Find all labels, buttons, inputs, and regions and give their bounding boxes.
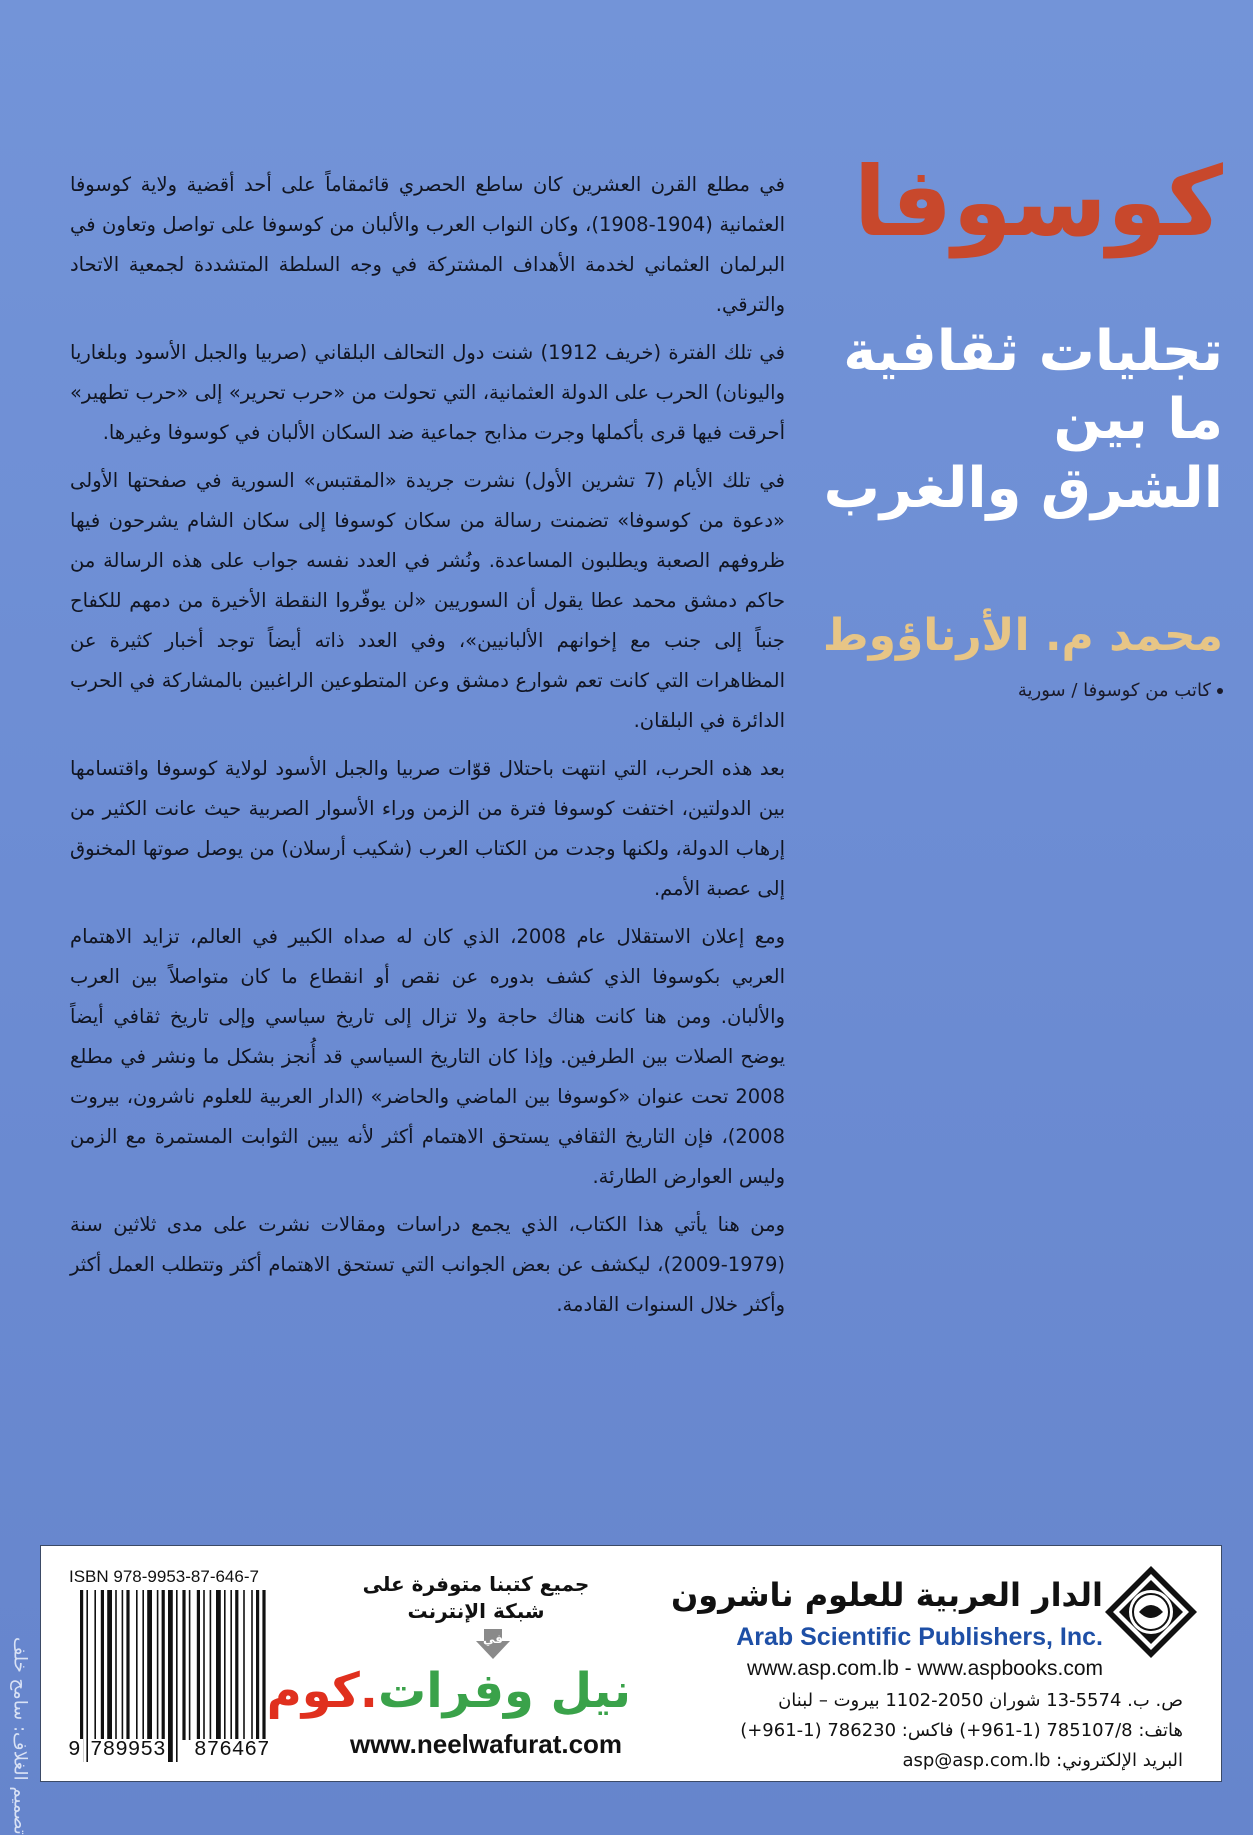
isbn-label: ISBN 978-9953-87-646-7 — [69, 1567, 259, 1586]
blurb-text — [70, 165, 785, 1333]
bullet-icon — [1217, 688, 1223, 694]
phone-fax-line: هاتف: 785107/8 (1-961+) فاكس: 786230 (1-961+) — [740, 1720, 1183, 1741]
subtitle-line: ما بين — [1053, 387, 1223, 453]
in-label: في — [483, 1632, 503, 1646]
subtitle-line: تجليات ثقافية — [843, 319, 1223, 384]
author-note-text: كاتب من كوسوفا / سورية — [1017, 680, 1211, 701]
store-logo-dot: . — [359, 1663, 379, 1719]
book-subtitle — [783, 318, 1223, 523]
blurb-paragraph: في مطلع القرن العشرين كان ساطع الحصري قائمقاماً على أحد أقضية ولاية كوسوفا العثمانية (1904-1908)، وكان النواب العرب والألبان من كوسوفا على تواصل وتعاون في البرلمان العثماني لخدمة الأهداف المشتركة في وجه السلطة المتشددة لجمعية الاتحاد والترقي. — [70, 173, 785, 316]
subtitle-line: الشرق والغرب — [823, 455, 1223, 521]
publisher-name-arabic: الدار العربية للعلوم ناشرون — [670, 1576, 1103, 1614]
author-name: محمد م. الأرناؤوط — [822, 610, 1223, 661]
store-logo-part1: نيل وفرات — [378, 1663, 631, 1719]
store-url[interactable]: www.neelwafurat.com — [349, 1729, 623, 1759]
publisher-address — [663, 1686, 1183, 1776]
publisher-name-english: Arab Scientific Publishers, Inc. — [736, 1623, 1103, 1651]
email-line: البريد الإلكتروني: asp@asp.com.lb — [902, 1750, 1183, 1771]
book-title: كوسوفا — [853, 146, 1223, 258]
online-availability-text — [326, 1571, 626, 1625]
barcode-digit-lead: 9 — [68, 1739, 81, 1762]
blurb-paragraph: ومع إعلان الاستقلال عام 2008، الذي كان له صداه الكبير في العالم، تزايد الاهتمام العربي بكوسوفا الذي كشف بدوره عن نقص أو انقطاع ما كان متواصلاً بين العرب والألبان. ومن هنا كانت هناك حاجة ولا تزال إلى تاريخ سياسي وإلى تاريخ ثقافي أيضاً يوضح الصلات بين الطرفين. وإذا كان التاريخ السياسي قد أُنجز بشكل ما ونشر في مطلع 2008 تحت عنوان «كوسوفا بين الماضي والحاضر» (الدار العربية للعلوم ناشرون، بيروت 2008)، فإن التاريخ الثقافي يستحق الاهتمام أكثر لأنه يبين الثوابت المستمرة مع الزمن وليس العوارض الطارئة. — [70, 925, 785, 1188]
barcode-digit-group: 789953 — [90, 1739, 166, 1762]
store-logo — [266, 1661, 631, 1721]
blurb-paragraph: بعد هذه الحرب، التي انتهت باحتلال قوّات صربيا والجبل الأسود لولاية كوسوفا واقتسامها بين الدولتين، اختفت كوسوفا فترة من الزمن وراء الأسوار الصربية حيث عانت الكثير من إرهاب الدولة، ولكنها وجدت من الكتاب العرب (شكيب أرسلان) من يوصل صوتها المخنوق إلى عصبة الأمم. — [70, 757, 785, 900]
publisher-seal-icon — [1103, 1564, 1199, 1660]
blurb-paragraph: في تلك الأيام (7 تشرين الأول) نشرت جريدة «المقتبس» السورية في صفحتها الأولى «دعوة من كوسوفا» تضمنت رسالة من سكان كوسوفا إلى سكان الشام يشرحون فيها ظروفهم الصعبة ويطلبون المساعدة. ونُشر في العدد نفسه جواب على هذه الرسالة من حاكم دمشق محمد عطا يقول أن السوريين «لن يوفّروا النقطة الأخيرة من دمهم للكفاح جنباً إلى جنب مع إخوانهم الألبانيين»، وفي العدد ذاته أيضاً توجد أخبار كثيرة عن المظاهرات التي كانت تعم شوارع دمشق وعن المتطوعين الراغبين بالمشاركة في الحرب الدائرة في البلقان. — [70, 469, 786, 732]
store-logo-part2: كوم — [266, 1663, 360, 1719]
publisher-info-box — [40, 1545, 1222, 1782]
blurb-paragraph: ومن هنا يأتي هذا الكتاب، الذي يجمع دراسات ومقالات نشرت على مدى ثلاثين سنة (1979-2009)، ليكشف عن بعض الجوانب التي تستحق الاهتمام أكثر وتتطلب العمل أكثر وأكثر خلال السنوات القادمة. — [70, 1213, 785, 1316]
cover-design-credit: تصميم الغلاف: سامح خلف — [9, 1637, 31, 1835]
barcode-digits — [66, 1739, 301, 1765]
online-text-line: جميع كتبنا متوفرة على — [362, 1572, 590, 1596]
barcode-digit-group: 876467 — [194, 1739, 270, 1762]
publisher-websites: www.asp.com.lb - www.aspbooks.com — [747, 1657, 1103, 1680]
address-line: ص. ب. 5574-13 شوران 2050-1102 بيروت – لبنان — [778, 1690, 1183, 1711]
author-note — [783, 680, 1223, 701]
blurb-paragraph: في تلك الفترة (خريف 1912) شنت دول التحالف البلقاني (صربيا والجبل الأسود وبلغاريا واليونان) الحرب على الدولة العثمانية، التي تحولت من «حرب تحرير» إلى «حرب تطهير» أحرقت فيها قرى بأكملها وجرت مذابح جماعية ضد السكان الألبان في كوسوفا وغيرها. — [70, 341, 785, 444]
online-text-line: شبكة الإنترنت — [407, 1599, 545, 1623]
